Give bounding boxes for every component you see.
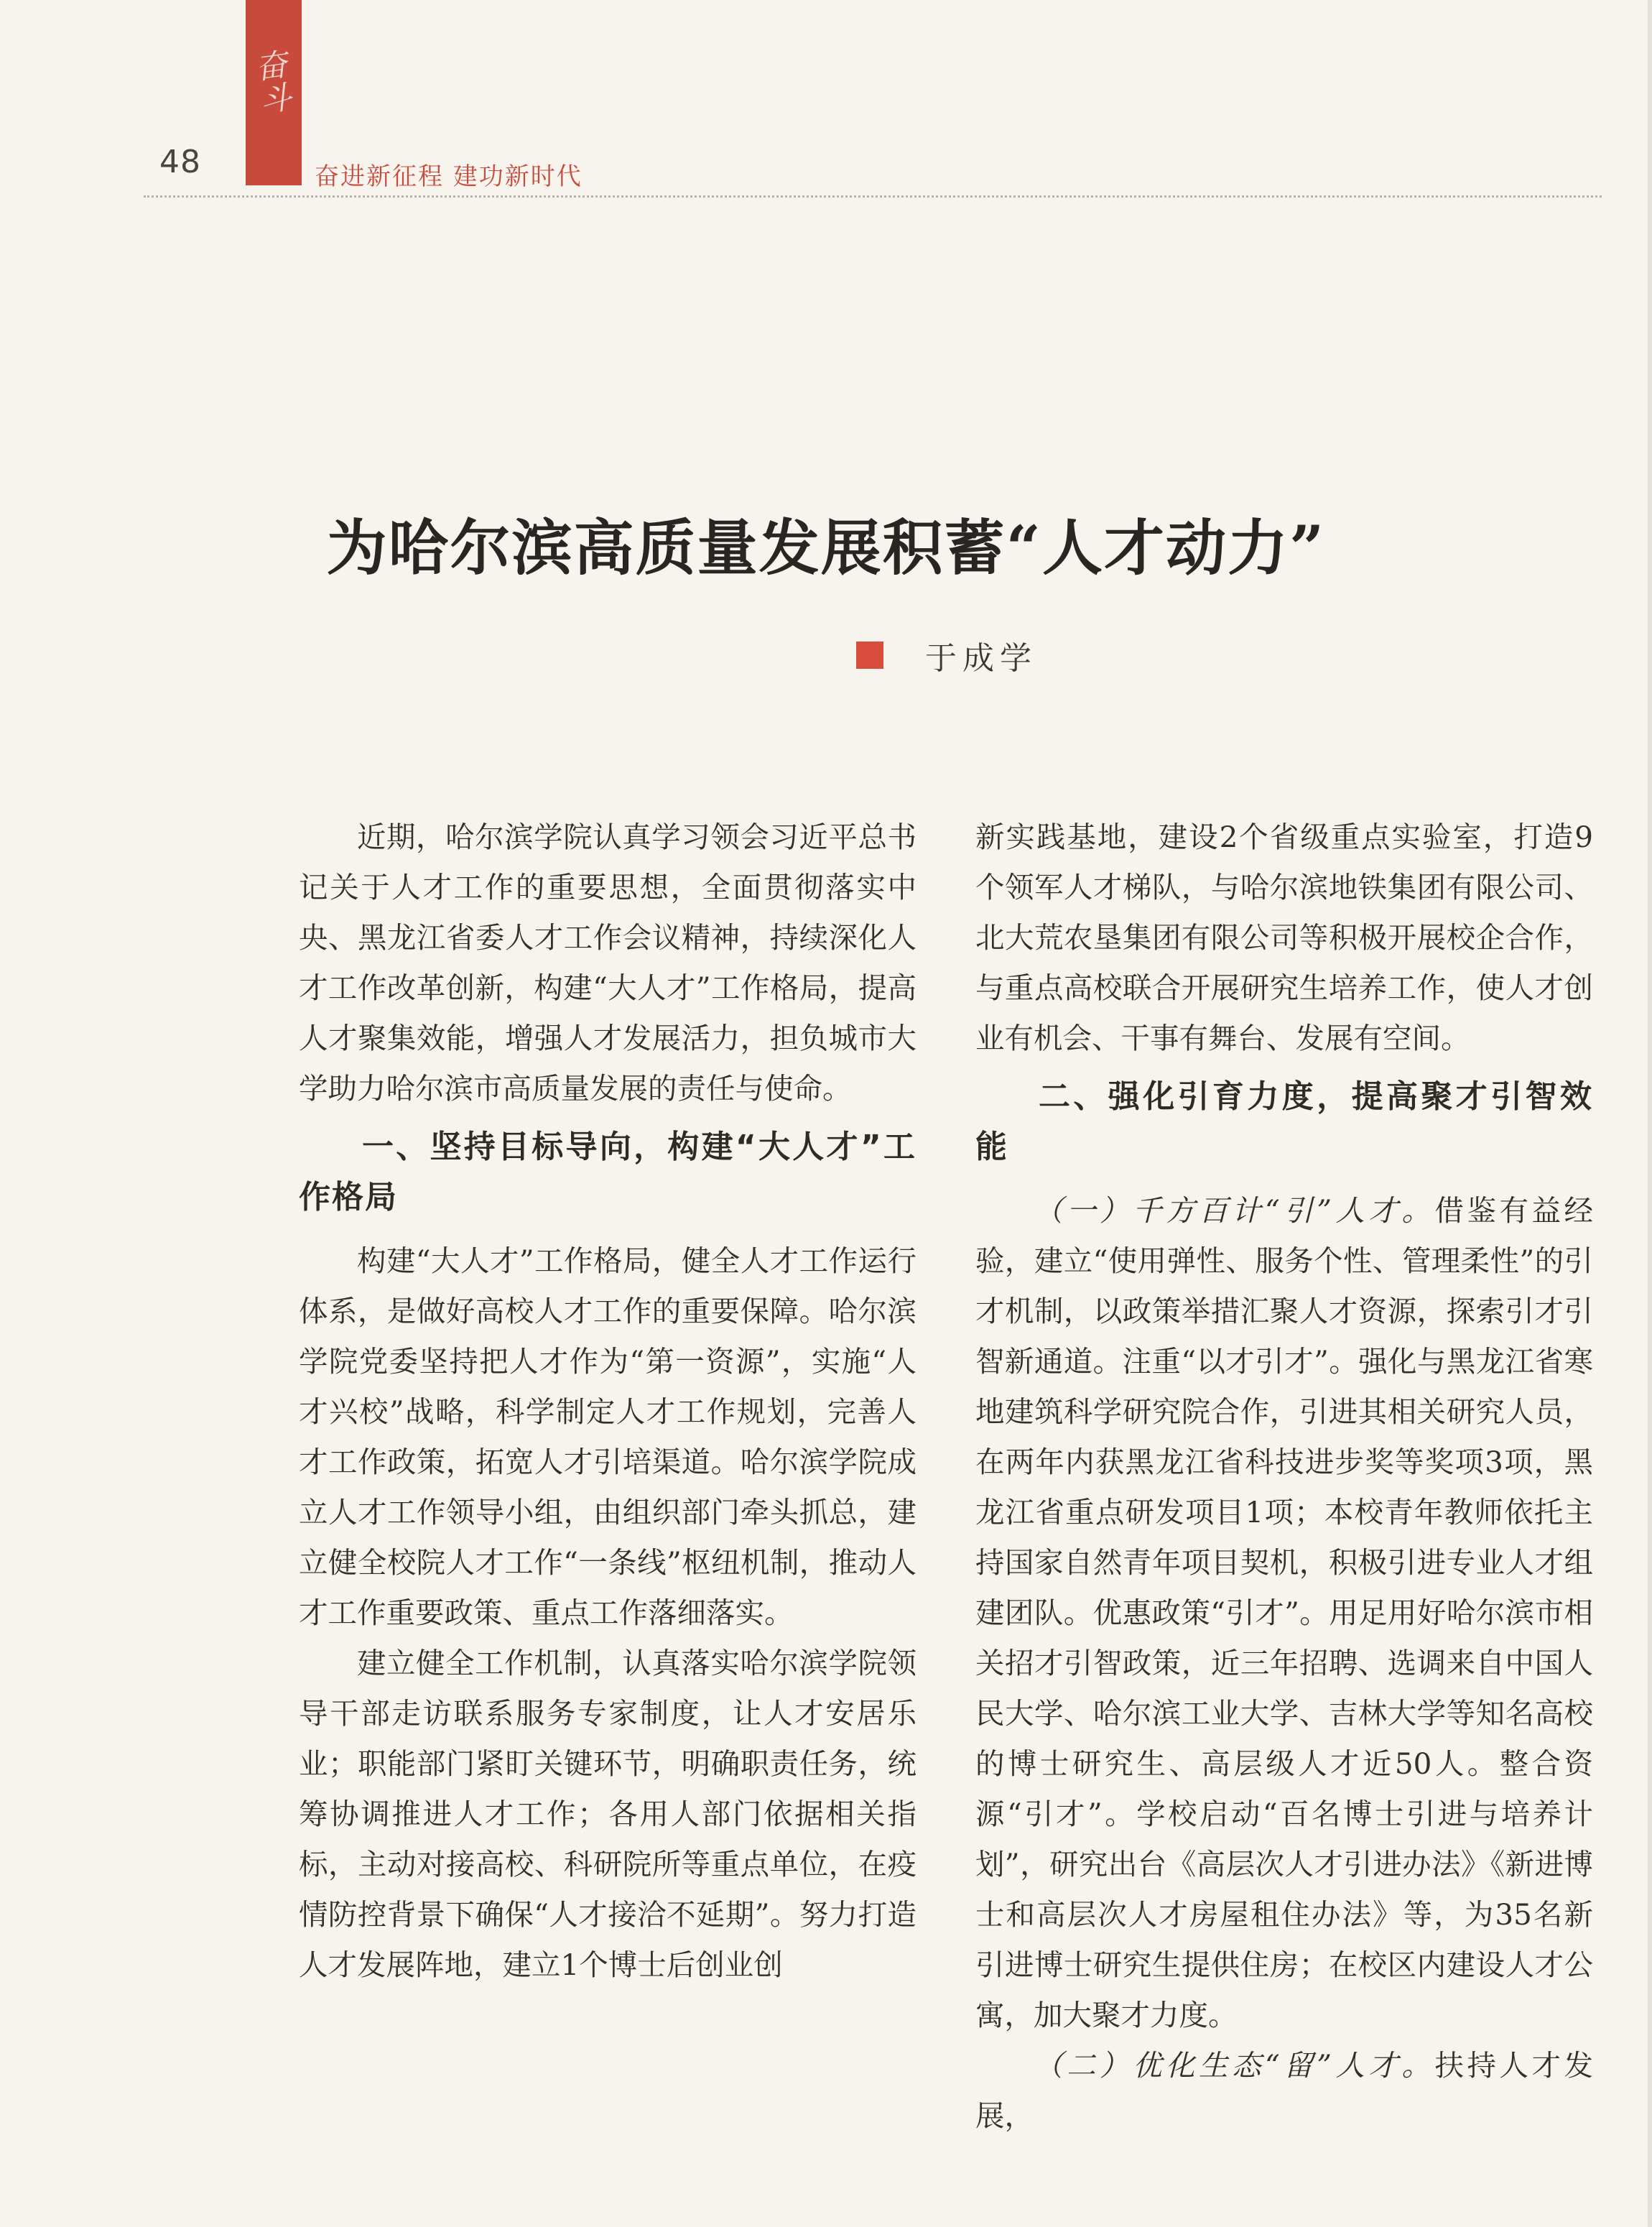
section-heading-2: 二、强化引育力度，提高聚才引智效能 [975,1078,1593,1165]
subsection-paragraph-1 [975,1185,1593,2040]
page-number: 48 [159,144,201,180]
byline-marker-icon [856,642,883,669]
subsection-text: 扶持人才发展， [975,2048,1593,2133]
subsection-label: （二）优化生态“留”人才。 [1034,2048,1435,2083]
subsection-label: （一）千方百计“引”人才。 [1034,1193,1435,1228]
article-title: 为哈尔滨高质量发展积蓄“人才动力” [326,512,1326,584]
body-paragraph: 构建“大人才”工作格局，健全人才工作运行体系，是做好高校人才工作的重要保障。哈尔滨学院党委坚持把人才作为“第一资源”，实施“人才兴校”战略，科学制定人才工作规划，完善人才工作政策，拓宽人才引培渠道。哈尔滨学院成立人才工作领导小组，由组织部门牵头抓总，建立健全校院人才工作“一条线”枢纽机制，推动人才工作重要政策、重点工作落细落实。 [299,1244,917,1630]
subsection-text: 借鉴有益经验，建立“使用弹性、服务个性、管理柔性”的引才机制，以政策举措汇聚人才资源，探索引才引智新通道。注重“以才引才”。强化与黑龙江省寒地建筑科学研究院合作，引进其相关研究人员，在两年内获黑龙江省科技进步奖等奖项3项，黑龙江省重点研发项目1项；本校青年教师依托主持国家自然青年项目契机，积极引进专业人才组建团队。优惠政策“引才”。用足用好哈尔滨市相关招才引智政策，近三年招聘、选调来自中国人民大学、哈尔滨工业大学、吉林大学等知名高校的博士研究生、高层级人才近50人。整合资源“引才”。学校启动“百名博士引进与培养计划”，研究出台《高层次人才引进办法》《新进博士和高层次人才房屋租住办法》等，为35名新引进博士研究生提供住房；在校区内建设人才公寓，加大聚才力度。 [975,1193,1593,2032]
section-label: 奋进新征程 建功新时代 [315,162,583,191]
byline [856,632,1037,678]
brand-tab [246,0,302,185]
left-column [299,812,917,1990]
page-edge [1648,0,1652,2227]
header-divider [144,195,1602,198]
magazine-logo: 奋斗 [253,46,294,120]
continued-paragraph: 新实践基地，建设2个省级重点实验室，打造9个领军人才梯队，与哈尔滨地铁集团有限公司、北大荒农垦集团有限公司等积极开展校企合作，与重点高校联合开展研究生培养工作，使人才创业有机会、干事有舞台、发展有空间。 [975,820,1593,1055]
subsection-paragraph-2 [975,2040,1593,2141]
author-name: 于成学 [925,640,1037,677]
section-heading-1: 一、坚持目标导向，构建“大人才”工作格局 [299,1129,917,1216]
right-column [975,812,1593,2141]
intro-paragraph: 近期，哈尔滨学院认真学习领会习近平总书记关于人才工作的重要思想，全面贯彻落实中央、黑龙江省委人才工作会议精神，持续深化人才工作改革创新，构建“大人才”工作格局，提高人才聚集效能，增强人才发展活力，担负城市大学助力哈尔滨市高质量发展的责任与使命。 [299,820,917,1106]
body-paragraph: 建立健全工作机制，认真落实哈尔滨学院领导干部走访联系服务专家制度，让人才安居乐业；职能部门紧盯关键环节，明确职责任务，统筹协调推进人才工作；各用人部门依据相关指标，主动对接高校、科研院所等重点单位，在疫情防控背景下确保“人才接洽不延期”。努力打造人才发展阵地，建立1个博士后创业创 [299,1646,917,1982]
